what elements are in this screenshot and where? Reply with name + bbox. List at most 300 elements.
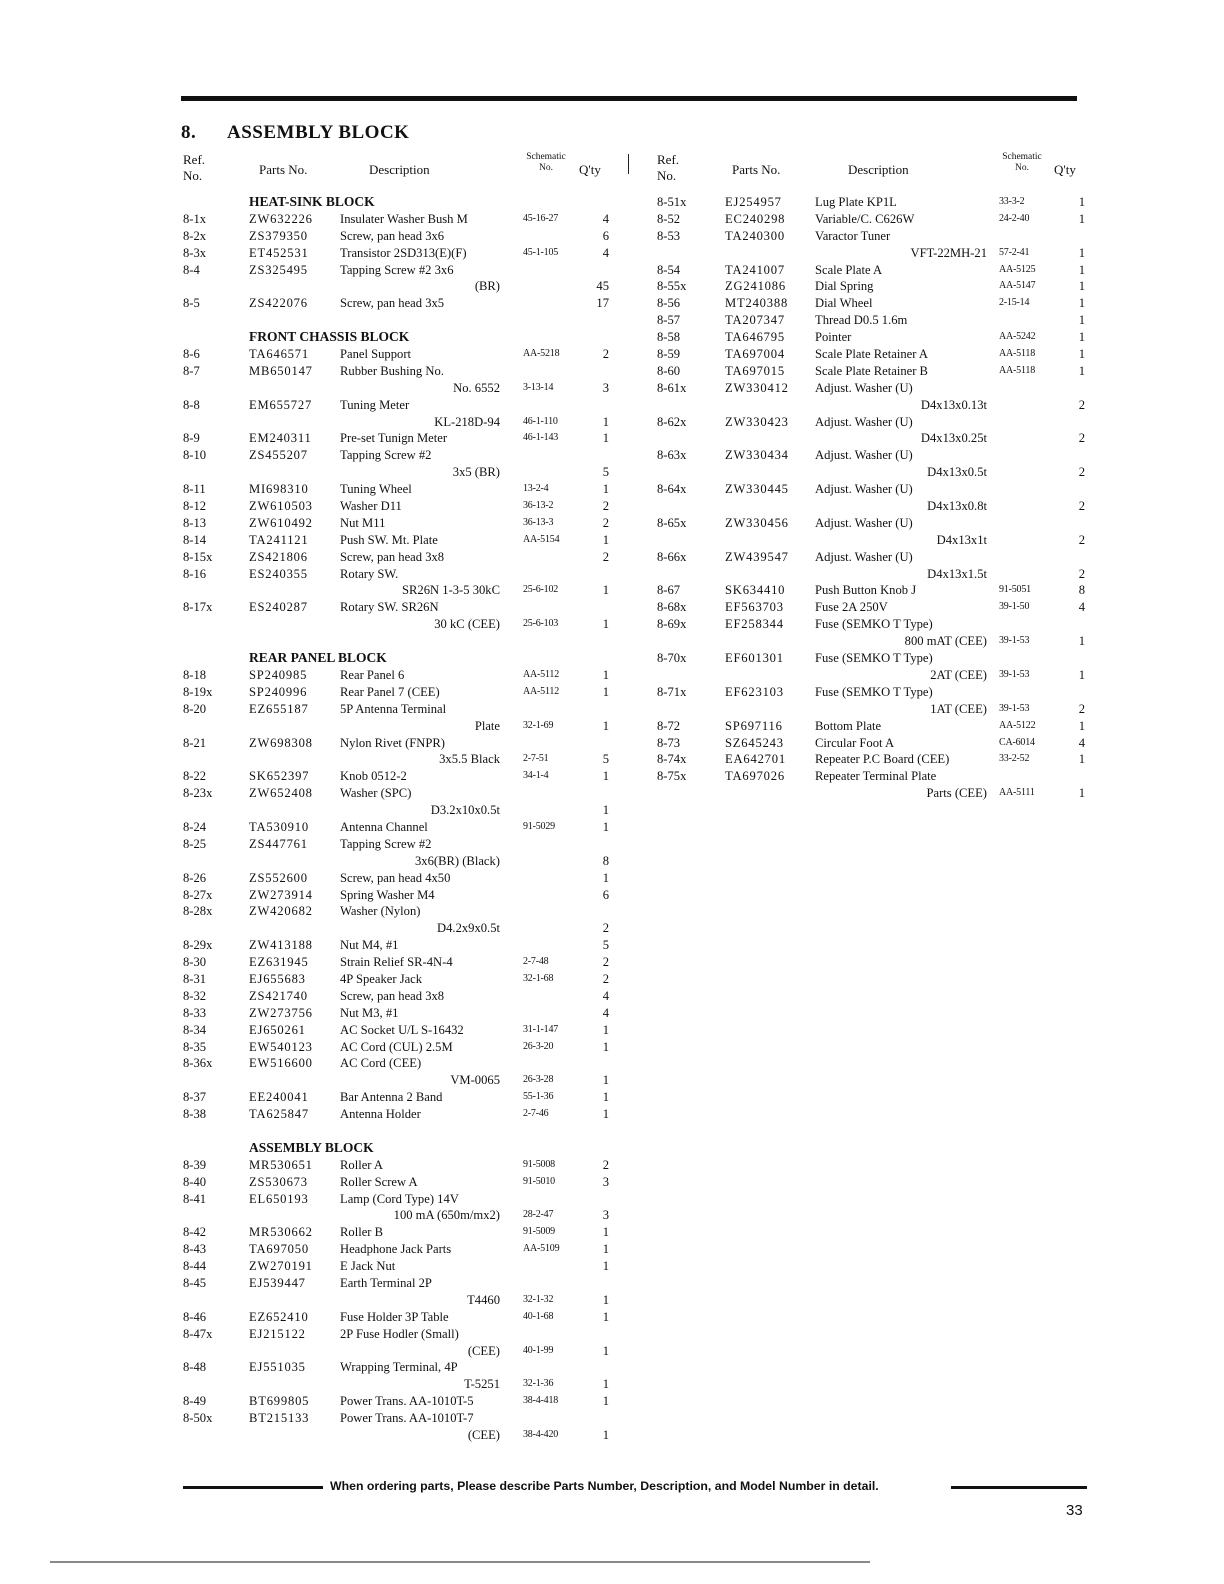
ref-cell: 8-24 <box>183 819 207 834</box>
ref-cell: 8-38 <box>183 1107 207 1122</box>
description-cell: Screw, pan head 3x5 <box>340 296 445 311</box>
ref-cell: 8-47x <box>183 1326 213 1341</box>
table-row <box>181 1022 616 1039</box>
qty-cell: 1 <box>602 667 609 682</box>
table-row <box>181 363 616 380</box>
description-cell: REAR PANEL BLOCK <box>249 650 387 666</box>
table-row <box>655 735 1087 752</box>
description-cell: 2P Fuse Hodler (Small) <box>340 1326 459 1341</box>
description-cell: KL-218D-94 <box>434 414 500 429</box>
continuation-row <box>655 701 1087 718</box>
description-cell: Scale Plate A <box>815 262 883 277</box>
qty-cell: 1 <box>602 1073 609 1088</box>
qty-cell: 4 <box>602 1005 609 1020</box>
description-cell: HEAT-SINK BLOCK <box>249 194 375 209</box>
table-row <box>181 532 616 549</box>
schematic-cell: 91-5029 <box>523 820 555 832</box>
table-rows <box>655 194 1087 802</box>
part-number-cell: TA241121 <box>249 532 309 547</box>
part-number-cell: TA625847 <box>249 1107 309 1122</box>
part-number-cell: TA530910 <box>249 819 309 834</box>
description-cell: AC Cord (CUL) 2.5M <box>340 1039 453 1054</box>
part-number-cell: ZW270191 <box>249 1259 313 1274</box>
schematic-cell: AA-5154 <box>523 533 560 545</box>
part-number-cell: EC240298 <box>725 211 786 226</box>
part-number-cell: TA241007 <box>725 262 785 277</box>
table-row <box>181 430 616 447</box>
ref-cell: 8-15x <box>183 549 213 564</box>
qty-cell: 2 <box>602 1157 609 1172</box>
qty-cell: 1 <box>602 431 609 446</box>
header-ref: Ref. No. <box>657 152 680 183</box>
description-cell: Varactor Tuner <box>815 228 891 243</box>
table-row <box>181 1191 616 1208</box>
continuation-row <box>181 1207 616 1224</box>
header-schematic: Schematic No. <box>526 152 566 173</box>
part-number-cell: ZS325495 <box>249 262 308 277</box>
part-number-cell: SK652397 <box>249 769 310 784</box>
table-row <box>181 701 616 718</box>
description-cell: 1AT (CEE) <box>930 701 987 716</box>
schematic-cell: 24-2-40 <box>999 212 1030 224</box>
part-number-cell: ZS552600 <box>249 870 308 885</box>
table-row <box>181 870 616 887</box>
continuation-row <box>655 397 1087 414</box>
schematic-cell: CA-6014 <box>999 736 1035 748</box>
schematic-cell: 2-7-51 <box>523 753 549 765</box>
qty-cell: 1 <box>602 1259 609 1274</box>
description-cell: Fuse (SEMKO T Type) <box>815 684 933 699</box>
schematic-cell: 33-3-2 <box>999 196 1025 207</box>
part-number-cell: EW540123 <box>249 1039 313 1054</box>
description-cell: D4x13x1t <box>936 532 987 547</box>
qty-cell: 1 <box>602 1242 609 1257</box>
description-cell: Nut M4, #1 <box>340 938 399 953</box>
description-cell: Nylon Rivet (FNPR) <box>340 735 445 750</box>
continuation-row <box>181 751 616 768</box>
schematic-cell: AA-5218 <box>523 348 560 360</box>
description-cell: Nut M11 <box>340 515 386 530</box>
ref-cell: 8-27x <box>183 887 213 902</box>
description-cell: (CEE) <box>467 1343 500 1358</box>
qty-cell: 2 <box>602 971 609 986</box>
description-cell: Fuse Holder 3P Table <box>340 1309 449 1324</box>
qty-cell: 2 <box>602 347 609 362</box>
description-cell: D4x13x1.5t <box>927 566 987 581</box>
schematic-cell: 46-1-110 <box>523 415 558 427</box>
qty-cell: 1 <box>602 870 609 885</box>
description-cell: Adjust. Washer (U) <box>815 549 913 564</box>
qty-cell: 1 <box>1078 347 1085 362</box>
schematic-cell: AA-5122 <box>999 719 1036 731</box>
part-number-cell: EJ254957 <box>725 195 782 209</box>
part-number-cell: EF258344 <box>725 617 784 632</box>
table-row <box>181 481 616 498</box>
table-row <box>181 549 616 566</box>
qty-cell: 1 <box>602 819 609 834</box>
description-cell: Bar Antenna 2 Band <box>340 1090 443 1105</box>
table-row <box>181 768 616 785</box>
qty-cell: 1 <box>602 803 609 818</box>
part-number-cell: EF623103 <box>725 684 784 699</box>
description-cell: Screw, pan head 3x8 <box>340 549 445 564</box>
ref-cell: 8-74x <box>657 752 687 767</box>
ref-cell: 8-73 <box>657 735 681 750</box>
ref-cell: 8-49 <box>183 1394 207 1409</box>
qty-cell: 1 <box>1078 279 1085 294</box>
ref-cell: 8-71x <box>657 684 687 699</box>
description-cell: 2AT (CEE) <box>930 667 987 682</box>
description-cell: Tuning Meter <box>340 397 410 412</box>
continuation-row <box>181 853 616 870</box>
table-row <box>181 1326 616 1343</box>
table-row <box>655 447 1087 464</box>
table-row <box>655 346 1087 363</box>
qty-cell: 1 <box>602 532 609 547</box>
table-row <box>181 937 616 954</box>
table-row <box>181 295 616 312</box>
schematic-cell: 57-2-41 <box>999 246 1030 258</box>
ref-cell: 8-20 <box>183 701 207 716</box>
description-cell: Adjust. Washer (U) <box>815 515 913 530</box>
description-cell: Scale Plate Retainer B <box>815 363 928 378</box>
part-number-cell: MR530662 <box>249 1225 313 1240</box>
part-number-cell: EF563703 <box>725 600 784 615</box>
description-cell: Repeater Terminal Plate <box>815 769 937 784</box>
part-number-cell: MI698310 <box>249 482 309 497</box>
part-number-cell: ZW698308 <box>249 735 313 750</box>
schematic-cell: AA-5242 <box>999 331 1036 343</box>
header-qty: Q'ty <box>579 162 601 177</box>
qty-cell: 1 <box>1078 363 1085 378</box>
description-cell: Plate <box>474 718 500 733</box>
description-cell: Tapping Screw #2 <box>340 836 432 851</box>
ref-cell: 8-65x <box>657 515 687 530</box>
ref-cell: 8-34 <box>183 1022 207 1037</box>
table-row <box>181 1241 616 1258</box>
ref-cell: 8-5 <box>183 296 200 311</box>
table-row <box>655 194 1087 211</box>
header-schematic: Schematic No. <box>1002 152 1042 173</box>
description-cell: Scale Plate Retainer A <box>815 347 928 362</box>
table-row <box>655 278 1087 295</box>
schematic-cell: 2-7-46 <box>523 1108 549 1120</box>
part-number-cell: EZ631945 <box>249 955 309 970</box>
qty-cell: 6 <box>602 887 609 902</box>
qty-cell: 2 <box>1078 397 1085 412</box>
continuation-row <box>181 802 616 819</box>
description-cell: Power Trans. AA-1010T-7 <box>340 1411 474 1426</box>
table-row <box>181 735 616 752</box>
table-row <box>181 245 616 262</box>
description-cell: Tuning Wheel <box>340 482 412 497</box>
section-title-row <box>181 650 616 667</box>
ref-cell: 8-54 <box>657 262 681 277</box>
qty-cell: 1 <box>1078 330 1085 345</box>
description-cell: Adjust. Washer (U) <box>815 482 913 497</box>
description-cell: Adjust. Washer (U) <box>815 380 913 395</box>
ref-cell: 8-6 <box>183 347 200 362</box>
schematic-cell: 55-1-36 <box>523 1091 554 1103</box>
ref-cell: 8-39 <box>183 1157 207 1172</box>
part-number-cell: ZS422076 <box>249 296 308 311</box>
table-row <box>181 836 616 853</box>
continuation-row <box>181 414 616 431</box>
table-row <box>655 582 1087 599</box>
schematic-cell: 2-7-48 <box>523 956 549 968</box>
table-row <box>655 211 1087 228</box>
qty-cell: 2 <box>1078 566 1085 581</box>
description-cell: Screw, pan head 3x6 <box>340 228 445 243</box>
header-parts-no: Parts No. <box>732 162 781 177</box>
qty-cell: 1 <box>602 1428 609 1443</box>
table-row <box>181 566 616 583</box>
ref-cell: 8-14 <box>183 532 207 547</box>
table-row <box>181 1359 616 1376</box>
description-cell: Rubber Bushing No. <box>340 363 444 378</box>
ref-cell: 8-12 <box>183 499 207 514</box>
description-cell: (CEE) <box>467 1428 500 1443</box>
ordering-note: When ordering parts, Please describe Parts Number, Description, and Model Number in detail. <box>330 1479 879 1493</box>
table-row <box>181 1039 616 1056</box>
continuation-row <box>655 245 1087 262</box>
qty-cell: 1 <box>602 617 609 632</box>
table-rows <box>181 194 616 1444</box>
description-cell: Panel Support <box>340 347 412 362</box>
section-title-row <box>181 1140 616 1157</box>
part-number-cell: ZW632226 <box>249 211 313 226</box>
ref-cell: 8-53 <box>657 228 681 243</box>
table-row <box>655 751 1087 768</box>
ref-cell: 8-48 <box>183 1360 207 1375</box>
ref-cell: 8-33 <box>183 1005 207 1020</box>
qty-cell: 1 <box>1078 245 1085 260</box>
qty-cell: 1 <box>1078 752 1085 767</box>
table-row <box>181 903 616 920</box>
table-row <box>181 684 616 701</box>
qty-cell: 1 <box>602 583 609 598</box>
qty-cell: 1 <box>1078 195 1085 209</box>
schematic-cell: 32-1-36 <box>523 1378 554 1390</box>
table-row <box>655 228 1087 245</box>
schematic-cell: 45-1-105 <box>523 246 559 258</box>
continuation-row <box>655 532 1087 549</box>
ref-cell: 8-57 <box>657 313 681 328</box>
qty-cell: 1 <box>602 414 609 429</box>
ref-cell: 8-31 <box>183 971 207 986</box>
table-row <box>181 1258 616 1275</box>
description-cell: SR26N 1-3-5 30kC <box>402 583 500 598</box>
ref-cell: 8-51x <box>657 195 687 209</box>
description-cell: Fuse (SEMKO T Type) <box>815 617 933 632</box>
ref-cell: 8-63x <box>657 448 687 463</box>
part-number-cell: ZW273914 <box>249 887 313 902</box>
schematic-cell: 39-1-53 <box>999 702 1030 714</box>
part-number-cell: ZW330434 <box>725 448 789 463</box>
qty-cell: 8 <box>1078 583 1085 598</box>
qty-cell: 2 <box>1078 532 1085 547</box>
continuation-row <box>655 430 1087 447</box>
continuation-row <box>181 278 616 295</box>
description-cell: 800 mAT (CEE) <box>904 634 987 649</box>
ref-cell: 8-37 <box>183 1090 207 1105</box>
description-cell: Repeater P.C Board (CEE) <box>815 752 950 767</box>
part-number-cell: ZW330456 <box>725 515 789 530</box>
part-number-cell: ZW610503 <box>249 499 313 514</box>
part-number-cell: ES240355 <box>249 566 308 581</box>
ref-cell: 8-69x <box>657 617 687 632</box>
ref-cell: 8-56 <box>657 296 681 311</box>
continuation-row <box>181 582 616 599</box>
continuation-row <box>655 667 1087 684</box>
schematic-cell: AA-5118 <box>999 348 1036 360</box>
description-cell: Pointer <box>815 330 852 345</box>
description-cell: 3x5.5 Black <box>439 752 500 767</box>
description-cell: FRONT CHASSIS BLOCK <box>249 329 410 345</box>
table-row <box>655 616 1087 633</box>
description-cell: D4x13x0.8t <box>927 499 987 514</box>
table-row <box>181 1055 616 1072</box>
continuation-row <box>181 718 616 735</box>
part-number-cell: TA207347 <box>725 313 785 328</box>
scan-edge-line <box>50 1561 870 1563</box>
schematic-cell: 3-13-14 <box>523 381 554 393</box>
qty-cell: 1 <box>1078 211 1085 226</box>
description-cell: VFT-22MH-21 <box>910 245 987 260</box>
description-cell: E Jack Nut <box>340 1259 396 1274</box>
description-cell: 30 kC (CEE) <box>434 617 500 632</box>
part-number-cell: EJ655683 <box>249 971 306 986</box>
schematic-cell: 38-4-418 <box>523 1395 559 1407</box>
part-number-cell: ES240287 <box>249 600 308 615</box>
ref-cell: 8-64x <box>657 482 687 497</box>
table-row <box>181 1174 616 1191</box>
qty-cell: 1 <box>602 1039 609 1054</box>
qty-cell: 3 <box>602 1174 609 1189</box>
description-cell: D4.2x9x0.5t <box>437 921 500 936</box>
header-qty: Q'ty <box>1054 162 1076 177</box>
part-number-cell: TA697026 <box>725 769 785 784</box>
qty-cell: 1 <box>602 684 609 699</box>
qty-cell: 2 <box>1078 431 1085 446</box>
qty-cell: 1 <box>1078 262 1085 277</box>
part-number-cell: TA697015 <box>725 363 785 378</box>
part-number-cell: MB650147 <box>249 363 313 378</box>
schematic-cell: AA-5111 <box>999 787 1035 799</box>
part-number-cell: EA642701 <box>725 752 786 767</box>
table-row <box>181 988 616 1005</box>
schematic-cell: 39-1-50 <box>999 601 1030 613</box>
qty-cell: 1 <box>602 718 609 733</box>
description-cell: D3.2x10x0.5t <box>430 803 500 818</box>
qty-cell: 4 <box>602 211 609 226</box>
table-row <box>181 1393 616 1410</box>
schematic-cell: 25-6-103 <box>523 618 559 630</box>
description-cell: 3x6(BR) (Black) <box>415 853 500 868</box>
table-row <box>181 1089 616 1106</box>
qty-cell: 2 <box>602 955 609 970</box>
table-row <box>181 819 616 836</box>
ref-cell: 8-61x <box>657 380 687 395</box>
section-title: ASSEMBLY BLOCK <box>227 122 410 143</box>
qty-cell: 2 <box>602 921 609 936</box>
qty-cell: 1 <box>1078 667 1085 682</box>
qty-cell: 1 <box>602 769 609 784</box>
description-cell: D4x13x0.5t <box>927 465 987 480</box>
schematic-cell: 32-1-69 <box>523 719 554 731</box>
description-cell: Rotary SW. <box>340 566 399 581</box>
table-row <box>181 1309 616 1326</box>
part-number-cell: EJ539447 <box>249 1276 306 1290</box>
ref-cell: 8-67 <box>657 583 681 598</box>
part-number-cell: SP240996 <box>249 684 308 699</box>
part-number-cell: TA646571 <box>249 347 309 362</box>
description-cell: Tapping Screw #2 3x6 <box>340 262 454 277</box>
footer-rule-left <box>183 1486 323 1489</box>
table-row <box>181 785 616 802</box>
part-number-cell: EJ215122 <box>249 1326 306 1341</box>
part-number-cell: ZW610492 <box>249 515 313 530</box>
part-number-cell: ZW439547 <box>725 549 789 564</box>
qty-cell: 5 <box>602 465 609 480</box>
part-number-cell: ZW413188 <box>249 938 313 953</box>
section-title-row <box>181 194 616 211</box>
schematic-cell: 39-1-53 <box>999 635 1030 647</box>
continuation-row <box>181 1292 616 1309</box>
description-cell: Insulater Washer Bush M <box>340 211 468 226</box>
part-number-cell: EW516600 <box>249 1056 313 1071</box>
description-cell: Knob 0512-2 <box>340 769 407 784</box>
part-number-cell: ZG241086 <box>725 279 786 294</box>
table-row <box>655 262 1087 279</box>
ref-cell: 8-32 <box>183 988 207 1003</box>
qty-cell: 1 <box>602 1343 609 1358</box>
description-cell: 100 mA (650m/mx2) <box>393 1208 500 1223</box>
qty-cell: 1 <box>602 1107 609 1122</box>
ref-cell: 8-41 <box>183 1191 207 1206</box>
qty-cell: 2 <box>602 499 609 514</box>
part-number-cell: SZ645243 <box>725 735 784 750</box>
ref-cell: 8-44 <box>183 1259 207 1274</box>
description-cell: Adjust. Washer (U) <box>815 448 913 463</box>
ref-cell: 8-13 <box>183 515 207 530</box>
part-number-cell: ZS455207 <box>249 448 308 463</box>
continuation-row <box>181 1072 616 1089</box>
header-description: Description <box>848 162 909 177</box>
description-cell: Rear Panel 6 <box>340 667 405 682</box>
qty-cell: 17 <box>596 296 609 311</box>
ref-cell: 8-11 <box>183 482 206 497</box>
qty-cell: 3 <box>602 1208 609 1223</box>
description-cell: No. 6552 <box>453 380 500 395</box>
schematic-cell: 2-15-14 <box>999 297 1030 309</box>
qty-cell: 5 <box>602 752 609 767</box>
description-cell: D4x13x0.25t <box>920 431 987 446</box>
part-number-cell: ET452531 <box>249 245 309 260</box>
ref-cell: 8-21 <box>183 735 207 750</box>
schematic-cell: 32-1-68 <box>523 972 554 984</box>
description-cell: Roller Screw A <box>340 1174 418 1189</box>
description-cell: AC Socket U/L S-16432 <box>340 1022 464 1037</box>
part-number-cell: ZW330412 <box>725 380 789 395</box>
ref-cell: 8-72 <box>657 718 681 733</box>
description-cell: Variable/C. C626W <box>815 211 915 226</box>
continuation-row <box>655 498 1087 515</box>
schematic-cell: AA-5112 <box>523 685 560 697</box>
qty-cell: 5 <box>602 938 609 953</box>
part-number-cell: ZS530673 <box>249 1174 308 1189</box>
ref-cell: 8-62x <box>657 414 687 429</box>
